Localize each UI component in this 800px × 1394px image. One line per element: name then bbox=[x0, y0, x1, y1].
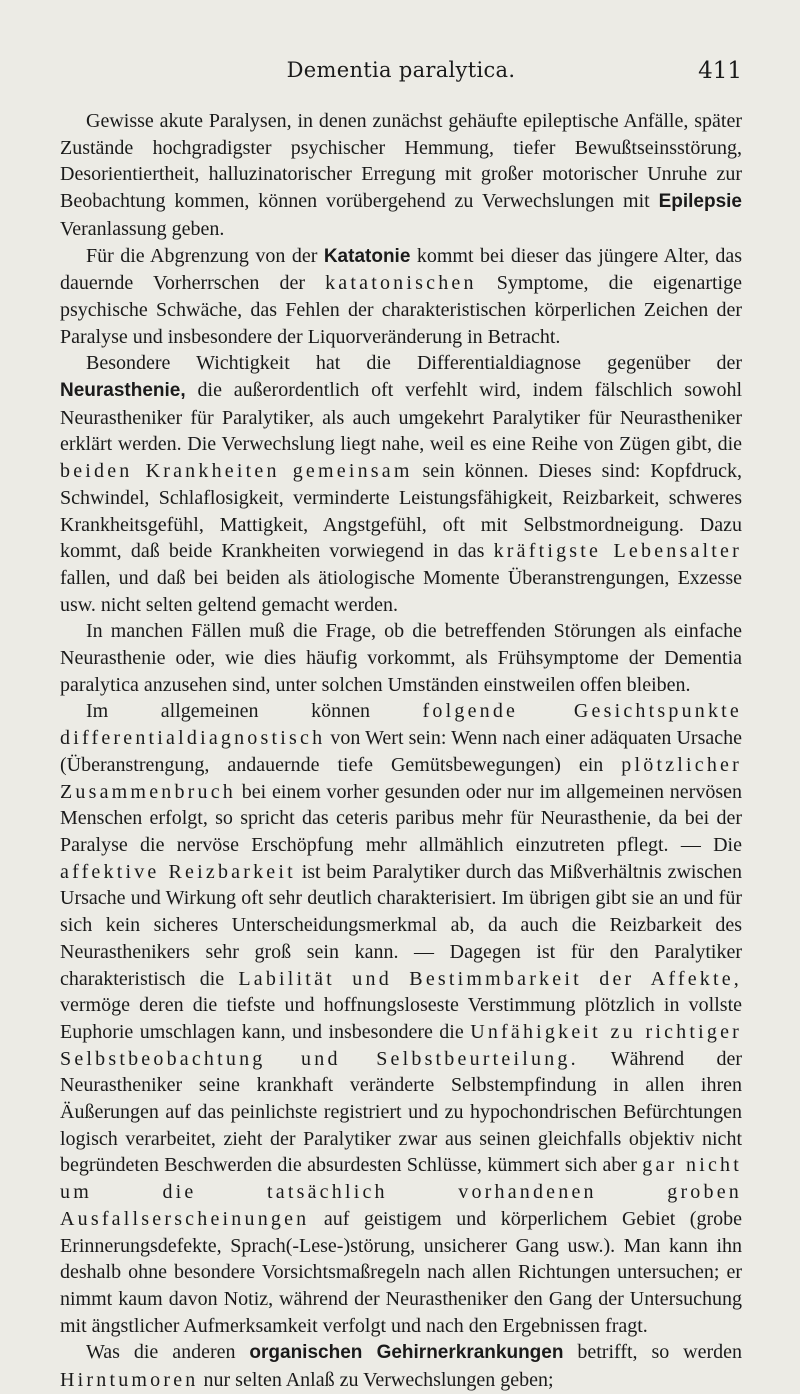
text-run: Während der Neurastheniker seine krankhaft veränderte Selbstempfindung in allen ihren Äußerungen auf das peinlichste registriert und zu hypochondrischen Befürchtungen logisch verarbeitet, zieht der Paralytiker zwar aus seinen gleichfalls objektiv nicht begründeten Beschwerden die absurdesten Schlüsse, kümmert sich aber bbox=[60, 1047, 742, 1177]
body-text bbox=[60, 108, 742, 1394]
running-head: Dementia paralytica. bbox=[286, 58, 516, 82]
spaced-emphasis: beiden Krankheiten gemeinsam bbox=[60, 460, 413, 483]
term-epilepsie: Epilepsie bbox=[658, 191, 742, 213]
term-neurasthenie: Neurasthenie, bbox=[60, 380, 186, 402]
page-number: 411 bbox=[698, 58, 742, 84]
text-run: nur selten Anlaß zu Verwechslungen geben; bbox=[198, 1369, 554, 1392]
paragraph-neurasthenie bbox=[60, 350, 742, 618]
text-run: sein können. Dieses sind: Kopfdruck, Schwindel, Schlaflosigkeit, verminderte Leistungsfähigkeit, Reizbarkeit, schweres Krankheitsgefühl, Mattigkeit, Angstgefühl, oft mit Selbstmordneigung. Dazu kommt, daß beide Krankheiten vorwiegend in das bbox=[60, 460, 743, 563]
text-run: Was die anderen bbox=[86, 1341, 250, 1364]
text-run: von Wert sein: Wenn nach einer adäquaten Ursache (Überanstrengung, andauernde tiefe Gemütsbewegungen) ein bbox=[60, 727, 742, 776]
text-run: Veranlassung geben. bbox=[60, 217, 225, 240]
spaced-emphasis: affektive Reizbarkeit bbox=[60, 860, 296, 883]
text-run: Für die Abgrenzung von der bbox=[86, 244, 324, 267]
spaced-emphasis: Labilität und Bestimmbarkeit der Affekte, bbox=[238, 967, 742, 990]
text-run: Gewisse akute Paralysen, in denen zunächst gehäufte epileptische Anfälle, später Zustände hochgradigster psychischer Hemmung, tiefer Bewußtseinsstörung, Desorientiertheit, halluzinatorischer Erregung mit großer motorischer Unruhe zur Beobachtung kommen, können vorübergehend zu Verwechslungen mit bbox=[60, 110, 742, 213]
spaced-emphasis: plötzlicher Zusammenbruch bbox=[60, 753, 742, 803]
spaced-emphasis: katatonischen bbox=[325, 272, 477, 295]
text-run: Im allgemeinen können bbox=[86, 700, 423, 723]
spaced-emphasis: gar nicht um die tatsächlich vorhandenen groben Ausfallserscheinungen bbox=[60, 1154, 743, 1230]
spaced-emphasis: Unfähigkeit zu richtiger Selbstbeobachtung und Selbstbeurteilung. bbox=[60, 1020, 743, 1070]
text-run: auf geistigem und körperlichem Gebiet (grobe Erinnerungsdefekte, Sprach(-Lese-)störung, unsicherer Gang usw.). Man kann ihn deshalb ohne besondere Vorsichtsmaßregeln nach allen Richtungen untersuchen; er nimmt kaum davon Notiz, während der Neurastheniker den Gang der Untersuchung mit ängstlicher Aufmerksamkeit verfolgt und nach den Ergebnissen fragt. bbox=[60, 1207, 742, 1337]
term-katatonie: Katatonie bbox=[323, 245, 411, 267]
paragraph-gesichtspunkte bbox=[60, 698, 742, 1339]
text-run: Besondere Wichtigkeit hat die Differentialdiagnose gegenüber der bbox=[86, 352, 742, 375]
term-organische-gehirnerkrankungen: organischen Gehirnerkrankungen bbox=[249, 1342, 564, 1364]
spaced-emphasis: folgende Gesichtspunkte differentialdiagnostisch bbox=[60, 700, 742, 750]
text-run: kommt bei dieser das jüngere Alter, das dauernde Vorherrschen der bbox=[60, 244, 742, 295]
text-run: bei einem vorher gesunden oder nur im allgemeinen nervösen Menschen erfolgt, so spricht das ceteris paribus mehr für Neurasthenie, da bei der Paralyse die nervöse Erschöpfung mehr allmählich einzutreten pflegt. — Die bbox=[60, 780, 742, 856]
text-run: Symptome, die eigenartige psychische Schwäche, das Fehlen der charakteristischen körperlichen Zeichen der Paralyse und insbesondere der Liquorveränderung in Betracht. bbox=[60, 272, 742, 348]
text-run: fallen, und daß bei beiden als ätiologische Momente Überanstrengungen, Exzesse usw. nicht selten geltend gemacht werden. bbox=[60, 566, 742, 616]
paragraph-katatonie bbox=[60, 243, 742, 351]
text-run: In manchen Fällen muß die Frage, ob die betreffenden Störungen als einfache Neurasthenie oder, wie dies häufig vorkommt, als Frühsymptome der Dementia paralytica anzusehen sind, unter solchen Umständen einstweilen offen bleiben. bbox=[60, 620, 742, 696]
spaced-emphasis: Hirntumoren bbox=[60, 1369, 199, 1392]
spaced-emphasis: kräftigste Lebensalter bbox=[493, 540, 742, 563]
paragraph-organische bbox=[60, 1339, 742, 1393]
text-run: ist beim Paralytiker durch das Mißverhältnis zwischen Ursache und Wirkung oft sehr deutlich charakterisiert. Im übrigen gibt sie an und für sich kein sicheres Unterscheidungsmerkmal ab, da auch die Reizbarkeit des Neurasthenikers sehr groß sein kann. — Dagegen ist für den Paralytiker charakteristisch die bbox=[60, 860, 742, 990]
paragraph-fruehsymptome bbox=[60, 618, 742, 698]
text-run: die außerordentlich oft verfehlt wird, indem fälschlich sowohl Neurastheniker für Paralytiker, als auch umgekehrt Paralytiker für Neurastheniker erklärt werden. Die Verwechslung liegt nahe, weil es eine Reihe von Zügen gibt, die bbox=[60, 379, 742, 456]
text-run: vermöge deren die tiefste und hoffnungsloseste Verstimmung plötzlich in vollste Euphorie umschlagen kann, und insbesondere die bbox=[60, 994, 742, 1043]
page-header bbox=[60, 58, 742, 98]
text-run: betrifft, so werden bbox=[563, 1341, 742, 1364]
paragraph-epilepsie bbox=[60, 108, 742, 243]
